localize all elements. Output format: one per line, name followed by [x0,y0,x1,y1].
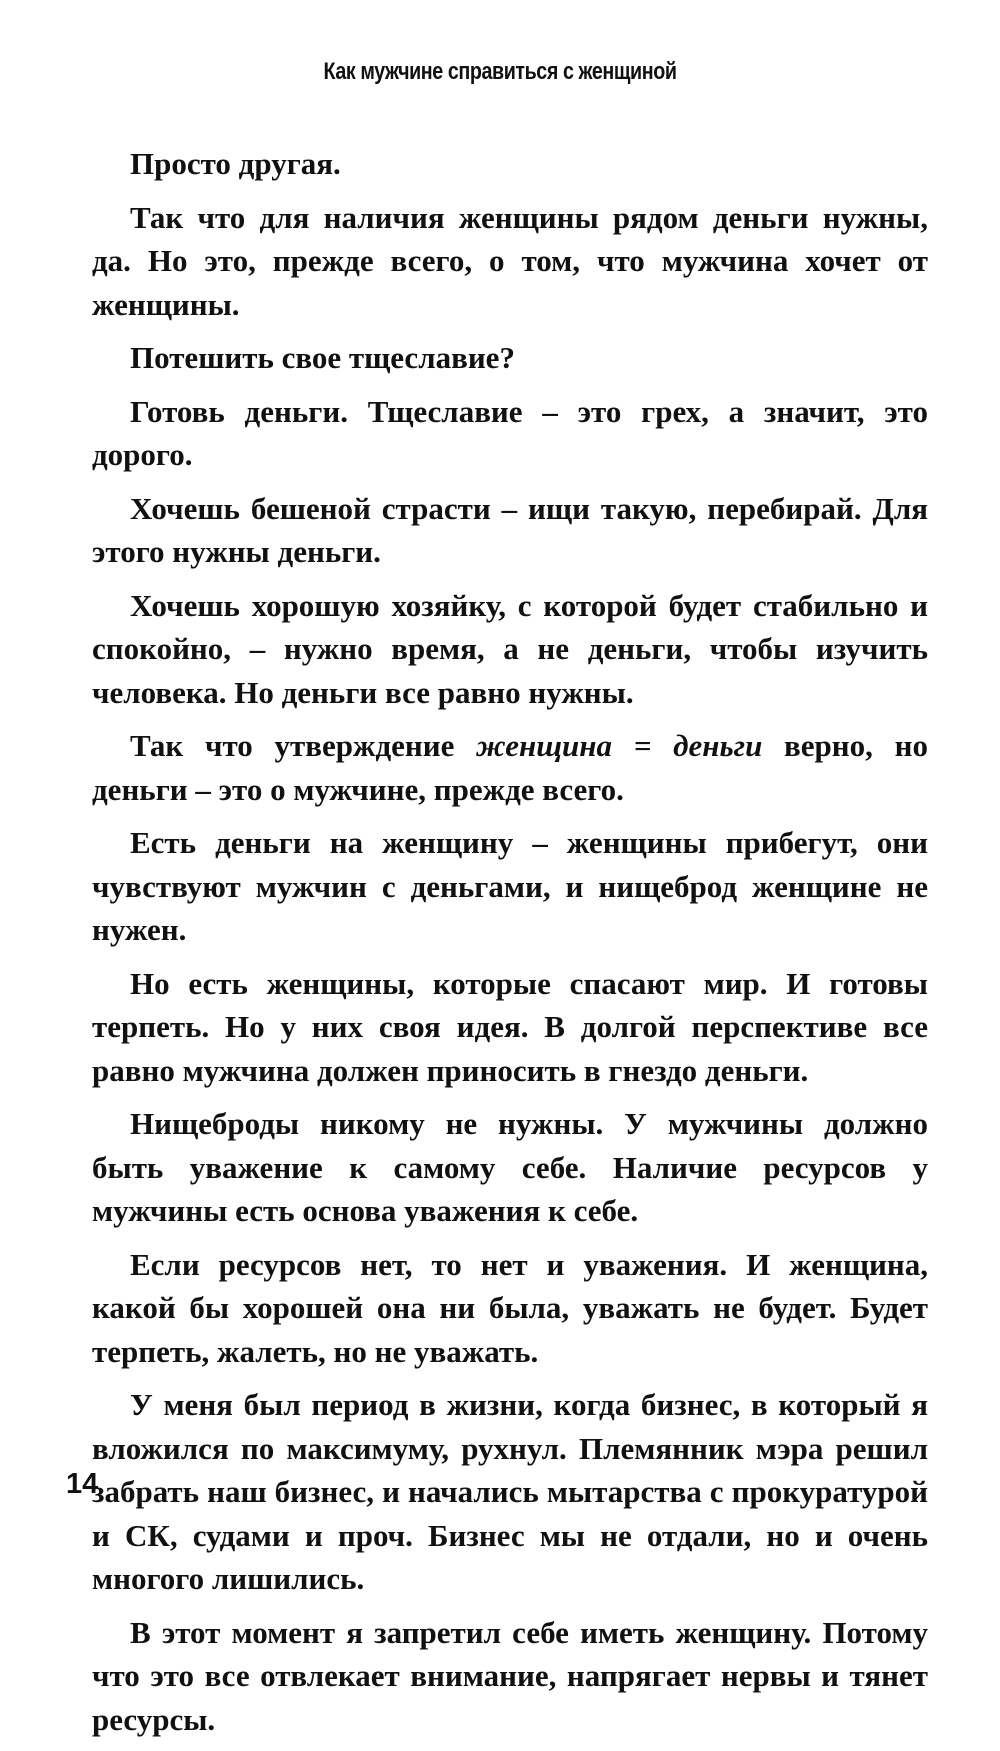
paragraph [92,724,928,811]
paragraph: Просто другая. [130,146,341,181]
paragraph: В этот момент я запретил себе иметь женщину. Потому что это все отвлекает внимание, напрягает нервы и тянет ресурсы. [92,1614,928,1737]
paragraph: Хочешь хорошую хозяйку, с которой будет стабильно и спокойно, – нужно время, а не деньги, чтобы изучить человека. Но деньги все равно нужны. [92,587,928,710]
paragraph: Если ресурсов нет, то нет и уважения. И женщина, какой бы хорошей она ни была, уважать не будет. Будет терпеть, жалеть, но не уважать. [92,1246,928,1369]
paragraph: Потешить свое тщеславие? [130,340,515,375]
emphasis-phrase: женщина = деньги [476,728,763,763]
paragraph-segment: верно, но деньги – это о мужчине, прежде всего. [92,728,929,807]
paragraph: Есть деньги на женщину – женщины прибегут, они чувствуют мужчин с деньгами, и нищеброд женщине не нужен. [92,825,928,947]
paragraph: Но есть женщины, которые спасают мир. И готовы терпеть. Но у них своя идея. В долгой перспективе все равно мужчина должен приносить в гнездо деньги. [92,965,928,1088]
paragraph: Готовь деньги. Тщеславие – это грех, а значит, это дорого. [92,393,928,472]
paragraph: Так что для наличия женщины рядом деньги нужны, да. Но это, прежде всего, о том, что мужчина хочет от женщины. [92,199,928,322]
paragraph: Хочешь бешеной страсти – ищи такую, перебирай. Для этого нужны деньги. [92,490,928,569]
paragraph: Нищеброды никому не нужны. У мужчины должно быть уважение к самому себе. Наличие ресурсов у мужчины есть основа уважения к себе. [92,1106,928,1228]
page-number: 14 [66,1468,99,1500]
paragraph-segment: Так что утверждение [130,728,477,763]
running-title: Как мужчине справиться с женщиной [323,58,677,85]
paragraph: У меня был период в жизни, когда бизнес, в который я вложился по максимуму, рухнул. Племянник мэра решил забрать наш бизнес, и начались мытарства с прокуратурой и СК, судами и проч. Бизнес мы не отдали, но и очень многого лишились. [92,1387,928,1596]
body-text [92,142,928,1751]
